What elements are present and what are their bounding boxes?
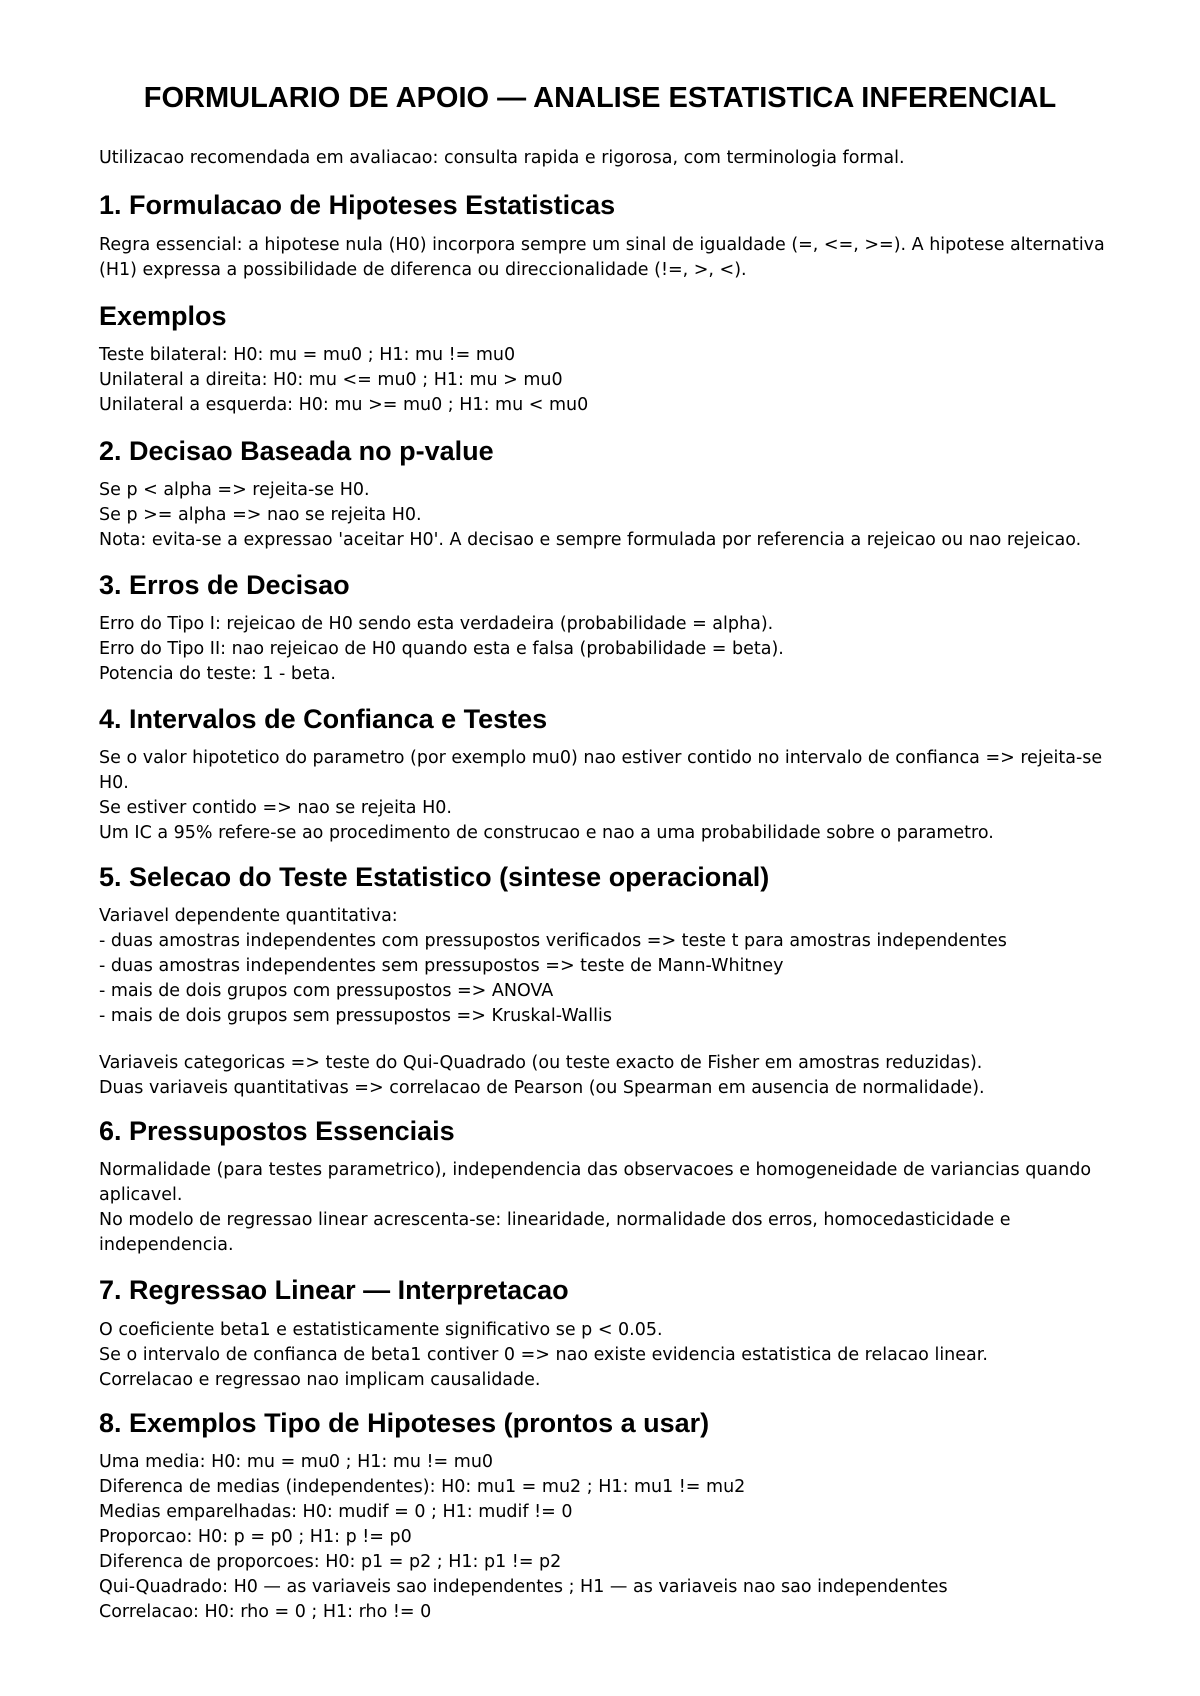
section-1-text xyxy=(99,233,1109,283)
section-8-line: Correlacao: H0: rho = 0 ; H1: rho != 0 xyxy=(99,1602,432,1622)
section-8-line: Uma media: H0: mu = mu0 ; H1: mu != mu0 xyxy=(99,1452,494,1472)
section-7-line: Correlacao e regressao nao implicam causalidade. xyxy=(99,1370,541,1390)
section-2-heading: 2. Decisao Baseada no p-value xyxy=(99,436,494,466)
section-3-text xyxy=(99,612,1109,687)
section-3-heading: 3. Erros de Decisao xyxy=(99,570,350,600)
section-2-line: Nota: evita-se a expressao 'aceitar H0'. A decisao e sempre formulada por referencia a rejeicao ou nao rejeicao. xyxy=(99,530,1082,550)
section-8-line: Qui-Quadrado: H0 — as variaveis sao independentes ; H1 — as variaveis nao sao independentes xyxy=(99,1577,948,1597)
example-line: Unilateral a direita: H0: mu <= mu0 ; H1: mu > mu0 xyxy=(99,370,563,390)
section-2-line: Se p >= alpha => nao se rejeita H0. xyxy=(99,505,422,525)
section-8-line: Medias emparelhadas: H0: mudif = 0 ; H1: mudif != 0 xyxy=(99,1502,573,1522)
section-8-line: Diferenca de medias (independentes): H0: mu1 = mu2 ; H1: mu1 != mu2 xyxy=(99,1477,746,1497)
section-8-line: Proporcao: H0: p = p0 ; H1: p != p0 xyxy=(99,1527,412,1547)
section-6-text xyxy=(99,1158,1109,1258)
section-5-line: Variaveis categoricas => teste do Qui-Quadrado (ou teste exacto de Fisher em amostras reduzidas). xyxy=(99,1053,983,1073)
section-8-line: Diferenca de proporcoes: H0: p1 = p2 ; H1: p1 != p2 xyxy=(99,1552,562,1572)
section-6-line: No modelo de regressao linear acrescenta-se: linearidade, normalidade dos erros, homocedasticidade e independencia. xyxy=(99,1210,1011,1255)
section-5-line: Duas variaveis quantitativas => correlacao de Pearson (ou Spearman em ausencia de normalidade). xyxy=(99,1078,985,1098)
section-7-text xyxy=(99,1318,1109,1393)
section-7-heading: 7. Regressao Linear — Interpretacao xyxy=(99,1275,569,1305)
section-3-line: Potencia do teste: 1 - beta. xyxy=(99,664,336,684)
section-2-line: Se p < alpha => rejeita-se H0. xyxy=(99,480,370,500)
section-1-paragraph: Regra essencial: a hipotese nula (H0) incorpora sempre um sinal de igualdade (=, <=, >=). A hipotese alternativa (H1) expressa a possibilidade de diferenca ou direccionalidade (!=, >, <). xyxy=(99,235,1105,280)
example-line: Teste bilateral: H0: mu = mu0 ; H1: mu != mu0 xyxy=(99,345,516,365)
section-4-line: Um IC a 95% refere-se ao procedimento de construcao e nao a uma probabilidade sobre o parametro. xyxy=(99,823,994,843)
section-5-heading: 5. Selecao do Teste Estatistico (sintese operacional) xyxy=(99,862,770,892)
section-6-heading: 6. Pressupostos Essenciais xyxy=(99,1116,455,1146)
section-2-text xyxy=(99,478,1109,553)
section-4-line: Se estiver contido => nao se rejeita H0. xyxy=(99,798,452,818)
section-3-line: Erro do Tipo I: rejeicao de H0 sendo esta verdadeira (probabilidade = alpha). xyxy=(99,614,774,634)
section-6-line: Normalidade (para testes parametrico), independencia das observacoes e homogeneidade de variancias quando aplicavel. xyxy=(99,1160,1092,1205)
section-7-line: Se o intervalo de confianca de beta1 contiver 0 => nao existe evidencia estatistica de relacao linear. xyxy=(99,1345,988,1365)
section-1-heading: 1. Formulacao de Hipoteses Estatisticas xyxy=(99,190,616,220)
section-5-line: - duas amostras independentes com pressupostos verificados => teste t para amostras independentes xyxy=(99,931,1007,951)
section-3-line: Erro do Tipo II: nao rejeicao de H0 quando esta e falsa (probabilidade = beta). xyxy=(99,639,784,659)
section-8-text xyxy=(99,1450,1109,1625)
section-5-line: - mais de dois grupos sem pressupostos => Kruskal-Wallis xyxy=(99,1006,612,1026)
page-title: FORMULARIO DE APOIO — ANALISE ESTATISTICA INFERENCIAL xyxy=(143,82,1057,114)
paragraph-spacer xyxy=(99,1029,1109,1051)
section-4-heading: 4. Intervalos de Confianca e Testes xyxy=(99,704,548,734)
section-7-line: O coeficiente beta1 e estatisticamente significativo se p < 0.05. xyxy=(99,1320,663,1340)
examples-heading: Exemplos xyxy=(99,301,227,331)
section-5-line: Variavel dependente quantitativa: xyxy=(99,906,398,926)
section-5-text xyxy=(99,904,1109,1101)
example-line: Unilateral a esquerda: H0: mu >= mu0 ; H1: mu < mu0 xyxy=(99,395,589,415)
section-4-text xyxy=(99,746,1109,846)
section-5-line: - duas amostras independentes sem pressupostos => teste de Mann-Whitney xyxy=(99,956,784,976)
section-5-line: - mais de dois grupos com pressupostos => ANOVA xyxy=(99,981,554,1001)
section-8-heading: 8. Exemplos Tipo de Hipoteses (prontos a usar) xyxy=(99,1408,710,1438)
section-4-line: Se o valor hipotetico do parametro (por exemplo mu0) nao estiver contido no intervalo de confianca => rejeita-se H0. xyxy=(99,748,1103,793)
examples-list xyxy=(99,343,1109,418)
intro-text: Utilizacao recomendada em avaliacao: consulta rapida e rigorosa, com terminologia formal. xyxy=(99,148,905,168)
